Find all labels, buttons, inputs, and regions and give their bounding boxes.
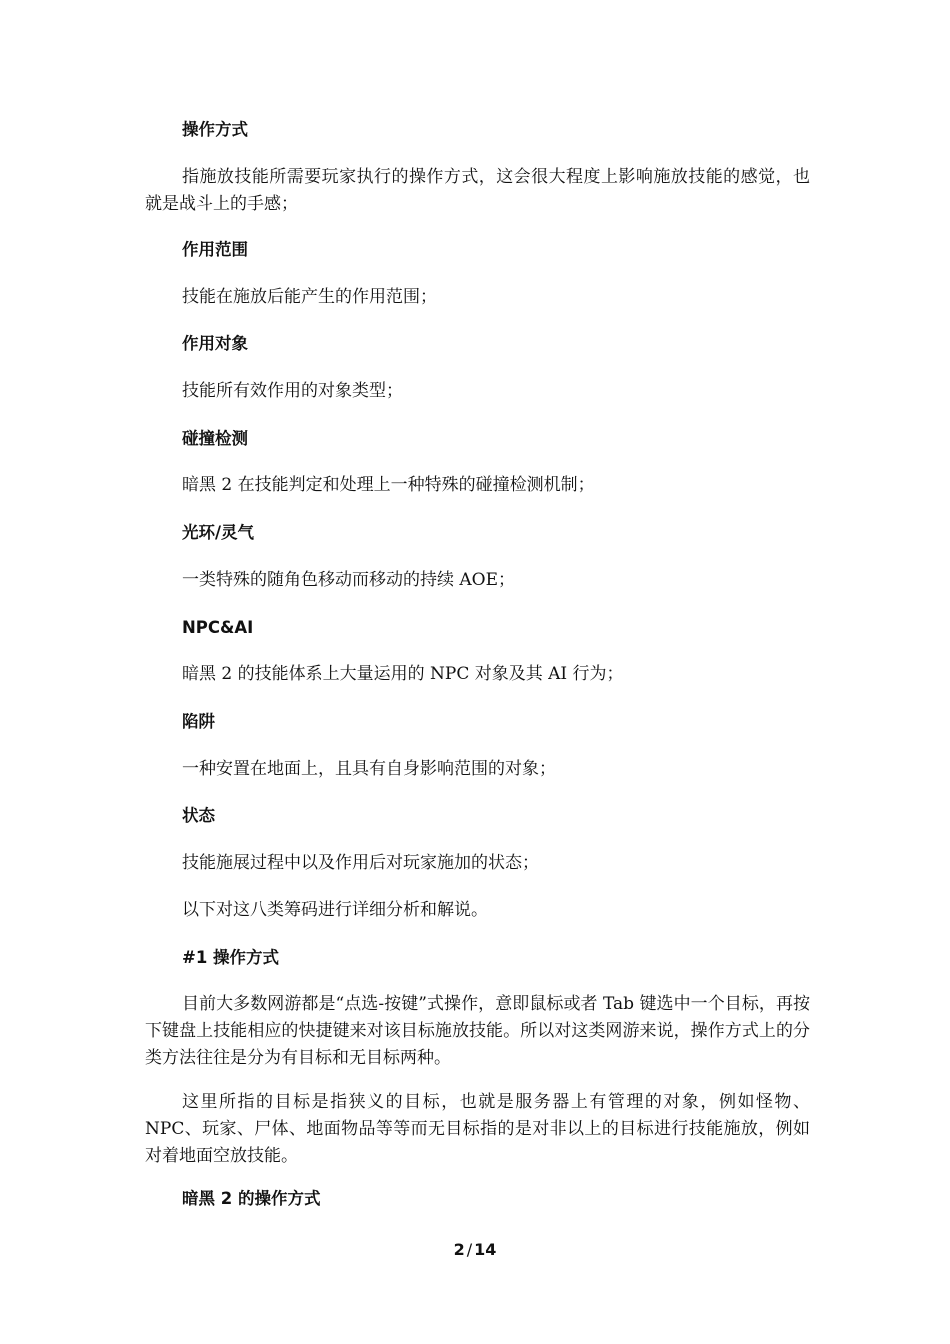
section-heading: NPC&AI	[182, 618, 254, 637]
body-paragraph: 目前大多数网游都是“点选-按键”式操作，意即鼠标或者 Tab 键选中一个目标，再按下键盘上技能相应的快捷键来对该目标施放技能。所以对这类网游来说，操作方式上的分类方法往往是分为有目标和无目标两种。	[145, 994, 810, 1068]
section-description: 暗黑 2 在技能判定和处理上一种特殊的碰撞检测机制；	[182, 475, 595, 495]
body-paragraph: 这里所指的目标是指狭义的目标，也就是服务器上有管理的对象，例如怪物、NPC、玩家、尸体、地面物品等等而无目标指的是对非以上的目标进行技能施放，例如对着地面空放技能。	[145, 1092, 810, 1166]
section-description: 暗黑 2 的技能体系上大量运用的 NPC 对象及其 AI 行为；	[182, 664, 624, 684]
section-heading: 陷阱	[182, 712, 215, 731]
section-heading: 碰撞检测	[182, 429, 248, 448]
section-description: 技能所有效作用的对象类型；	[182, 381, 403, 401]
section-heading: 操作方式	[182, 120, 248, 139]
section-description: 技能施展过程中以及作用后对玩家施加的状态；	[182, 853, 539, 873]
section-heading: 作用范围	[182, 240, 248, 259]
section-heading: 光环/灵气	[182, 523, 255, 542]
section-description: 一类特殊的随角色移动而移动的持续 AOE；	[182, 570, 516, 590]
section-description: 一种安置在地面上，且具有自身影响范围的对象；	[182, 759, 556, 779]
current-page: 2	[453, 1240, 465, 1259]
section-heading: 作用对象	[182, 334, 248, 353]
total-pages: 14	[474, 1240, 497, 1259]
page-separator: /	[466, 1240, 473, 1259]
page-number	[0, 1240, 950, 1259]
section-description: 指施放技能所需要玩家执行的操作方式，这会很大程度上影响施放技能的感觉，也就是战斗上的手感；	[145, 167, 810, 214]
section-heading: 状态	[182, 806, 215, 825]
summary-paragraph: 以下对这八类筹码进行详细分析和解说。	[182, 900, 488, 920]
chapter-heading: #1 操作方式	[182, 948, 280, 967]
section-description: 技能在施放后能产生的作用范围；	[182, 287, 437, 307]
subsection-heading: 暗黑 2 的操作方式	[182, 1189, 321, 1208]
